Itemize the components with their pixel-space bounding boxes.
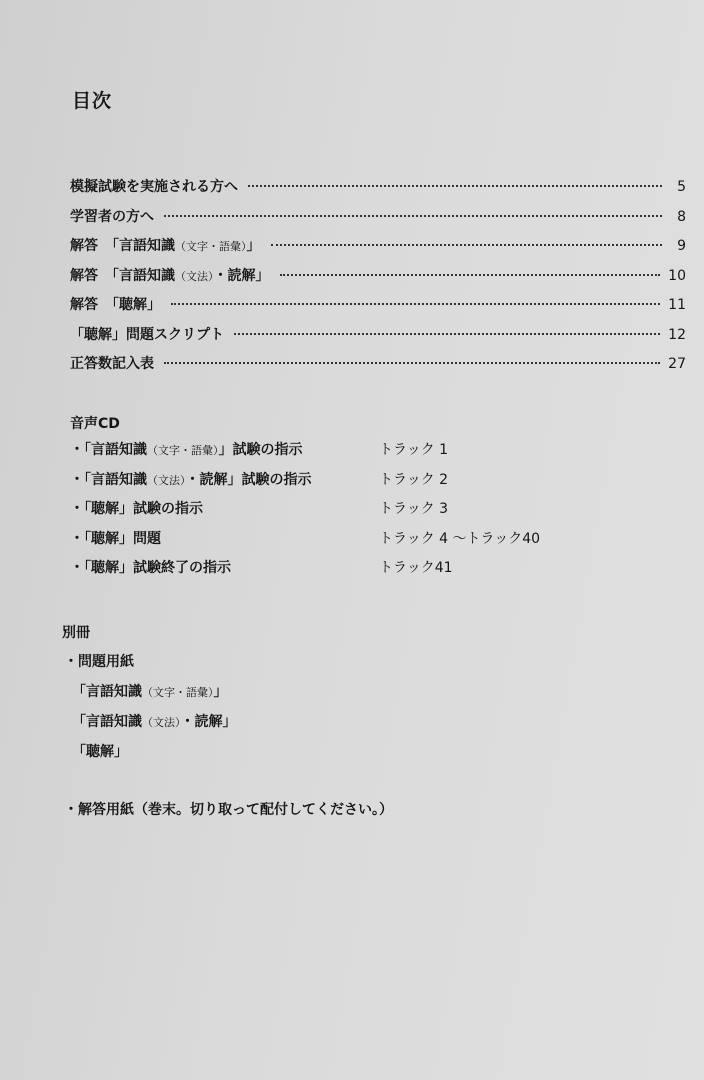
track-entry-label: ・「言語知識 — [70, 442, 147, 458]
supplement-list — [64, 651, 237, 771]
toc-entry-label: 「聴解」問題スクリプト — [70, 326, 224, 343]
audio-track-list — [70, 439, 630, 587]
supplement-item-label-end: 」 — [213, 684, 228, 700]
toc-page-number: 5 — [677, 179, 686, 195]
answer-sheet-note: ・解答用紙（巻末。切り取って配付してください。） — [64, 802, 393, 818]
toc-entry-sublabel: （文字・語彙） — [175, 240, 247, 253]
supplement-item-sublabel: （文字・語彙） — [142, 686, 214, 699]
supplement-item — [64, 651, 237, 681]
toc-entry-label: 解答 「言語知識 — [70, 267, 175, 284]
toc-entry — [70, 265, 686, 295]
track-entry — [70, 469, 630, 499]
track-entry-sublabel: （文字・語彙） — [147, 444, 219, 457]
track-entry — [70, 528, 630, 558]
toc-entry — [70, 206, 686, 236]
toc-page-number: 12 — [668, 326, 686, 343]
dot-leader — [248, 185, 662, 187]
toc-entry-sublabel: （文法） — [175, 269, 214, 283]
audio-cd-heading: 音声CD — [70, 416, 120, 432]
dot-leader — [164, 362, 660, 364]
toc-page-number: 27 — [668, 356, 686, 372]
track-entry — [70, 439, 630, 469]
dot-leader — [271, 244, 663, 246]
toc-page-number: 10 — [668, 267, 686, 284]
toc-entry-label-end: 」 — [246, 238, 261, 254]
toc-entry — [70, 176, 686, 206]
toc-entry — [70, 294, 686, 324]
toc-entry-label: 解答 「聴解」 — [70, 297, 161, 313]
supplement-item — [64, 711, 237, 741]
supplement-item — [64, 681, 237, 711]
supplement-item-label: 「言語知識 — [72, 684, 142, 700]
toc-entry-label: 解答 「言語知識 — [70, 238, 175, 254]
track-entry — [70, 498, 630, 528]
track-number: トラック41 — [379, 560, 453, 576]
track-number: トラック 3 — [379, 501, 449, 517]
supplement-item-label: ・問題用紙 — [64, 654, 134, 670]
toc-page-number: 11 — [668, 297, 686, 313]
toc-entry-label-end: ・読解」 — [213, 267, 270, 284]
toc-entry — [70, 324, 686, 354]
track-entry-label: ・「言語知識 — [70, 471, 147, 488]
track-number: トラック 2 — [379, 471, 449, 488]
toc-entry-label: 模擬試験を実施される方へ — [70, 179, 238, 195]
dot-leader — [171, 303, 660, 305]
table-of-contents — [70, 176, 686, 383]
dot-leader — [234, 333, 660, 335]
track-entry — [70, 557, 630, 587]
track-entry-label: ・「聴解」試験の指示 — [70, 501, 203, 517]
supplement-item — [64, 741, 237, 771]
dot-leader — [280, 274, 661, 276]
supplement-item-label: 「聴解」 — [72, 744, 128, 760]
track-entry-label: ・「聴解」問題 — [70, 530, 161, 547]
toc-entry — [70, 353, 686, 383]
supplement-item-label-end: ・読解」 — [180, 714, 237, 730]
track-entry-label-end: 」試験の指示 — [218, 442, 303, 458]
dot-leader — [164, 215, 662, 217]
toc-page-number: 9 — [677, 238, 686, 254]
supplement-item-sublabel: （文法） — [142, 716, 181, 729]
toc-entry-label: 学習者の方へ — [70, 208, 154, 225]
supplement-item-label: 「言語知識 — [72, 714, 142, 730]
toc-entry — [70, 235, 686, 265]
page-title: 目次 — [72, 90, 113, 112]
track-number: トラック 4 ～トラック40 — [379, 530, 541, 547]
toc-page-number: 8 — [677, 208, 686, 225]
track-entry-sublabel: （文法） — [147, 473, 186, 487]
track-number: トラック 1 — [379, 442, 449, 458]
toc-entry-label: 正答数記入表 — [70, 356, 154, 372]
supplement-heading: 別冊 — [62, 625, 90, 641]
track-entry-label-end: ・読解」試験の指示 — [185, 471, 312, 488]
track-entry-label: ・「聴解」試験終了の指示 — [70, 560, 231, 576]
